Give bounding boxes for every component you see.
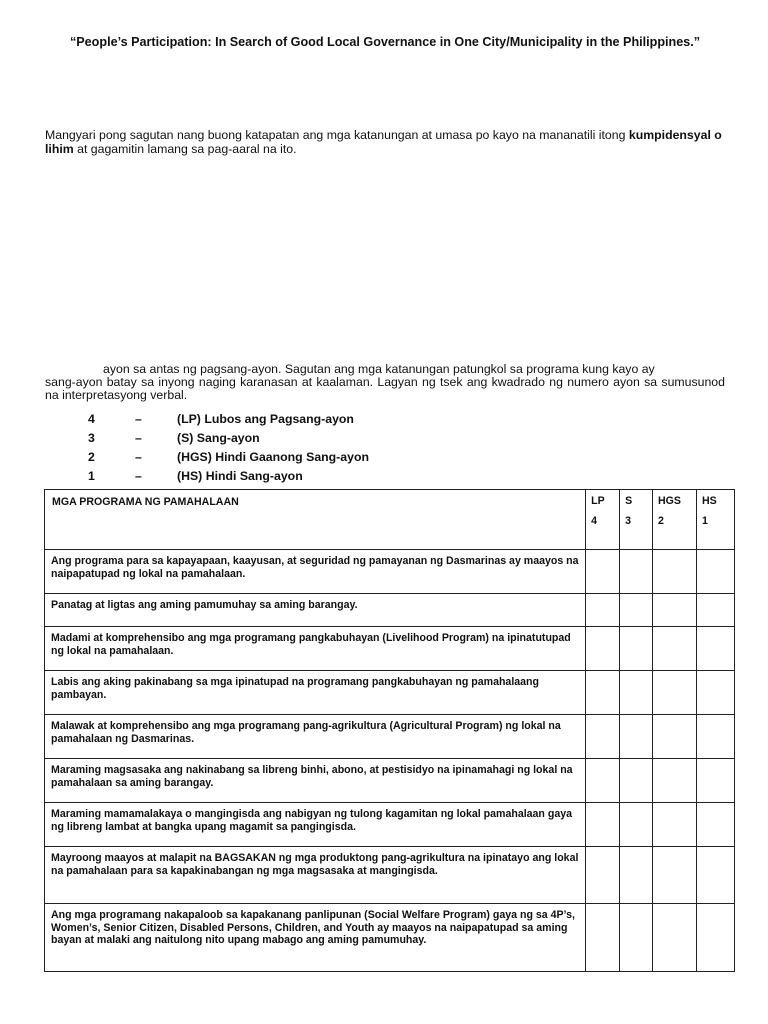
scale-description: (HGS) Hindi Gaanong Sang-ayon xyxy=(177,450,369,464)
program-statement: Madami at komprehensibo ang mga programang pangkabuhayan (Livelihood Program) na ipinatutupad ng lokal na pamahalaan. xyxy=(45,627,586,671)
program-statement: Ang programa para sa kapayapaan, kaayusan, at seguridad ng pamayanan ng Dasmarinas ay maayos na naipapatupad ng lokal na pamahalaan. xyxy=(45,550,586,594)
rating-checkbox-hs[interactable] xyxy=(697,847,735,904)
scale-number: 3 xyxy=(88,431,95,445)
table-row xyxy=(45,627,735,671)
column-header-hgs xyxy=(653,490,697,550)
rating-checkbox-hgs[interactable] xyxy=(653,759,697,803)
intro-bold-text: kumpidensyal o lihim xyxy=(45,128,722,156)
program-statement: Maraming magsasaka ang nakinabang sa libreng binhi, abono, at pestisidyo na ipinamahagi ng lokal na pamahalaan sa aming barangay. xyxy=(45,759,586,803)
rating-checkbox-hgs[interactable] xyxy=(653,904,697,972)
rating-checkbox-s[interactable] xyxy=(620,671,653,715)
rating-checkbox-s[interactable] xyxy=(620,847,653,904)
rating-checkbox-s[interactable] xyxy=(620,803,653,847)
rating-checkbox-hgs[interactable] xyxy=(653,594,697,627)
rating-checkbox-hs[interactable] xyxy=(697,715,735,759)
rating-checkbox-hs[interactable] xyxy=(697,904,735,972)
scale-number: 1 xyxy=(88,469,95,483)
rating-checkbox-hs[interactable] xyxy=(697,627,735,671)
programs-header: MGA PROGRAMA NG PAMAHALAAN xyxy=(45,490,586,550)
rating-checkbox-hgs[interactable] xyxy=(653,550,697,594)
program-statement: Ang mga programang nakapaloob sa kapakanang panlipunan (Social Welfare Program) gaya ng sa 4P’s, Women’s, Senior Citizen, Disabled Persons, Children, and Youth ay maayos na naipapatupad sa aming bayan at malaki ang naitulong nito upang mabago ang aming pamumuhay. xyxy=(45,904,586,972)
rating-checkbox-s[interactable] xyxy=(620,550,653,594)
scale-number: 4 xyxy=(88,412,95,426)
table-row xyxy=(45,715,735,759)
column-code: HS xyxy=(702,495,717,507)
table-row xyxy=(45,550,735,594)
rating-checkbox-lp[interactable] xyxy=(586,627,620,671)
rating-checkbox-lp[interactable] xyxy=(586,715,620,759)
table-row xyxy=(45,803,735,847)
program-statement: Labis ang aking pakinabang sa mga ipinatupad na programang pangkabuhayan ng pamahalaang pambayan. xyxy=(45,671,586,715)
rating-checkbox-hgs[interactable] xyxy=(653,671,697,715)
program-statement: Maraming mamamalakaya o mangingisda ang nabigyan ng tulong kagamitan ng lokal pamahalaan gaya ng libreng lambat at bangka upang magamit sa pangingisda. xyxy=(45,803,586,847)
rating-checkbox-s[interactable] xyxy=(620,904,653,972)
program-statement: Malawak at komprehensibo ang mga programang pang-agrikultura (Agricultural Program) ng lokal na pamahalaan ng Dasmarinas. xyxy=(45,715,586,759)
rating-checkbox-s[interactable] xyxy=(620,627,653,671)
survey-table xyxy=(44,489,735,972)
column-code: LP xyxy=(591,495,605,507)
rating-checkbox-lp[interactable] xyxy=(586,759,620,803)
column-header-s xyxy=(620,490,653,550)
scale-dash: – xyxy=(135,469,142,483)
rating-checkbox-hgs[interactable] xyxy=(653,847,697,904)
scale-dash: – xyxy=(135,412,142,426)
rating-checkbox-hgs[interactable] xyxy=(653,715,697,759)
program-statement: Mayroong maayos at malapit na BAGSAKAN ng mga produktong pang-agrikultura na ipinatayo ang lokal na pamahalaan para sa kapakinabangan ng mga magsasaka at mangingisda. xyxy=(45,847,586,904)
scale-description: (LP) Lubos ang Pagsang-ayon xyxy=(177,412,354,426)
instructions-rest: sang-ayon batay sa inyong naging karanasan at kaalaman. Lagyan ng tsek ang kwadrado ng numero ayon sa sumusunod na interpretasyong verbal. xyxy=(45,375,725,402)
rating-checkbox-s[interactable] xyxy=(620,715,653,759)
rating-checkbox-hs[interactable] xyxy=(697,759,735,803)
column-header-hs xyxy=(697,490,735,550)
instructions-paragraph xyxy=(45,363,725,402)
scale-description: (HS) Hindi Sang-ayon xyxy=(177,469,303,483)
rating-checkbox-hgs[interactable] xyxy=(653,627,697,671)
table-row xyxy=(45,759,735,803)
rating-checkbox-lp[interactable] xyxy=(586,847,620,904)
instructions-first-line: ayon sa antas ng pagsang-ayon. Sagutan ang mga katanungan patungkol sa programa kung kayo ay xyxy=(103,362,655,376)
table-row xyxy=(45,847,735,904)
column-value: 2 xyxy=(658,515,664,527)
rating-checkbox-lp[interactable] xyxy=(586,594,620,627)
table-header-row xyxy=(45,490,735,550)
column-value: 3 xyxy=(625,515,631,527)
column-code: S xyxy=(625,495,633,507)
rating-checkbox-s[interactable] xyxy=(620,759,653,803)
scale-description: (S) Sang-ayon xyxy=(177,431,260,445)
rating-checkbox-s[interactable] xyxy=(620,594,653,627)
table-row xyxy=(45,594,735,627)
rating-checkbox-lp[interactable] xyxy=(586,904,620,972)
scale-number: 2 xyxy=(88,450,95,464)
intro-text-before: Mangyari pong sagutan nang buong katapatan ang mga katanungan at umasa po kayo na mananatili itong xyxy=(45,128,629,142)
column-value: 4 xyxy=(591,515,597,527)
document-title: “People’s Participation: In Search of Good Local Governance in One City/Municipality in the Philippines.” xyxy=(69,35,701,49)
column-header-lp xyxy=(586,490,620,550)
rating-checkbox-lp[interactable] xyxy=(586,671,620,715)
column-code: HGS xyxy=(658,495,681,507)
program-statement: Panatag at ligtas ang aming pamumuhay sa aming barangay. xyxy=(45,594,586,627)
intro-text-after: at gagamitin lamang sa pag-aaral na ito. xyxy=(73,142,297,156)
rating-checkbox-hs[interactable] xyxy=(697,803,735,847)
rating-checkbox-hs[interactable] xyxy=(697,671,735,715)
column-value: 1 xyxy=(702,515,708,527)
scale-dash: – xyxy=(135,431,142,445)
rating-checkbox-hs[interactable] xyxy=(697,550,735,594)
scale-dash: – xyxy=(135,450,142,464)
intro-paragraph xyxy=(45,128,735,156)
rating-checkbox-lp[interactable] xyxy=(586,550,620,594)
rating-checkbox-lp[interactable] xyxy=(586,803,620,847)
rating-checkbox-hs[interactable] xyxy=(697,594,735,627)
table-row xyxy=(45,904,735,972)
table-row xyxy=(45,671,735,715)
rating-checkbox-hgs[interactable] xyxy=(653,803,697,847)
